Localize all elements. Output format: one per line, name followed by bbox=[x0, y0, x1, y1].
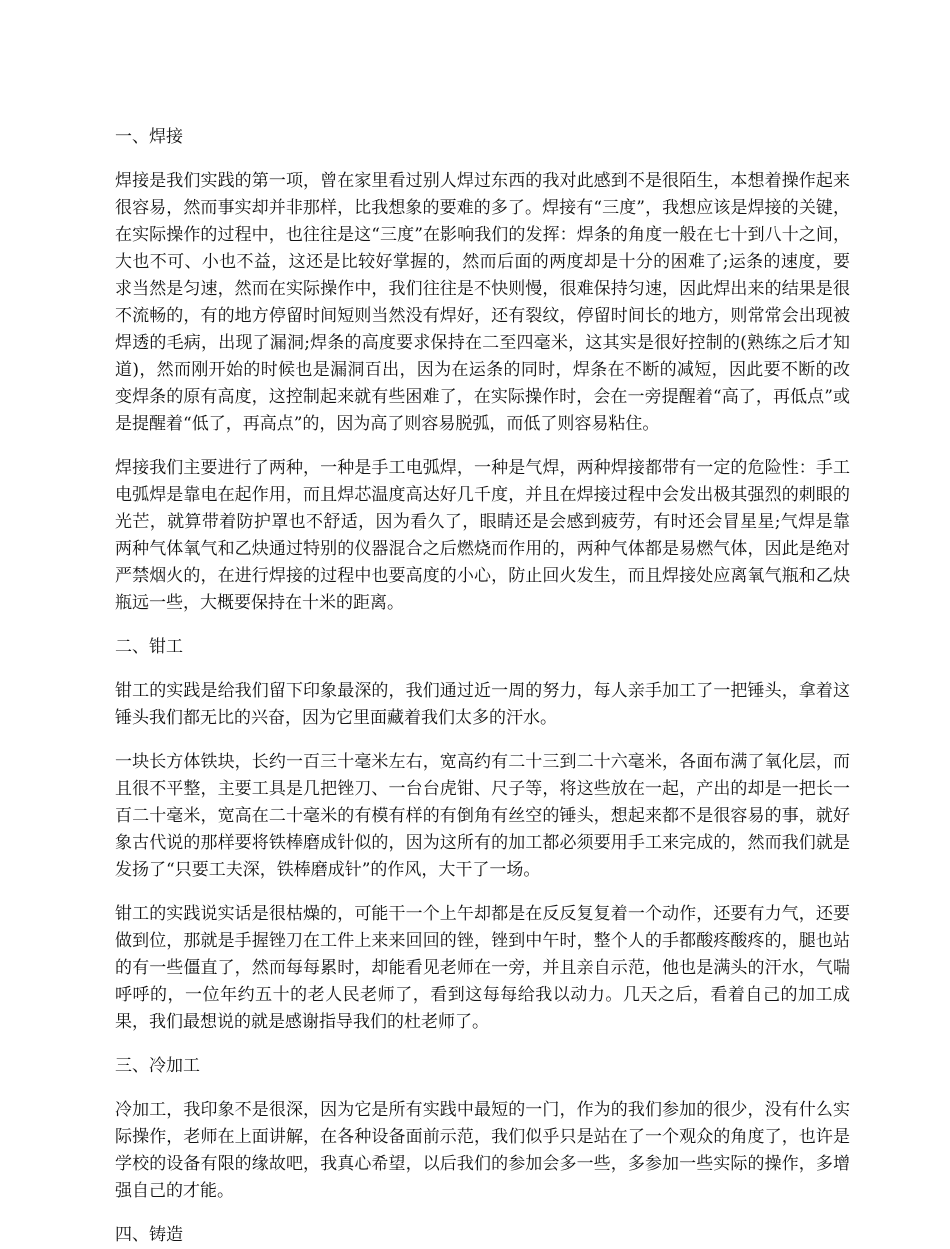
section-cold-working bbox=[115, 1053, 850, 1205]
section-heading: 一、焊接 bbox=[115, 127, 183, 147]
section-heading: 四、铸造 bbox=[115, 1225, 183, 1245]
paragraph: 钳工的实践是给我们留下印象最深的，我们通过近一周的努力，每人亲手加工了一把锤头，拿着这锤头我们都无比的兴奋，因为它里面藏着我们太多的汗水。 bbox=[115, 681, 850, 728]
section-casting bbox=[115, 1222, 850, 1249]
section-welding bbox=[115, 124, 850, 617]
paragraph: 钳工的实践说实话是很枯燥的，可能干一个上午却都是在反反复复着一个动作，还要有力气，还要做到位，那就是手握锉刀在工件上来来回回的锉，锉到中午时，整个人的手都酸疼酸疼的，腿也站的有一些僵直了，然而每每累时，却能看见老师在一旁，并且亲自示范，他也是满头的汗水，气喘呼呼的，一位年约五十的老人民老师了，看到这每每给我以动力。几天之后，看着自己的加工成果，我们最想说的就是感谢指导我们的杜老师了。 bbox=[115, 904, 850, 1032]
section-heading: 三、冷加工 bbox=[115, 1056, 200, 1076]
paragraph: 冷加工，我印象不是很深，因为它是所有实践中最短的一门，作为的我们参加的很少，没有什么实际操作，老师在上面讲解，在各种设备面前示范，我们似乎只是站在了一个观众的角度了，也许是学校的设备有限的缘故吧，我真心希望，以后我们的参加会多一些，多参加一些实际的操作，多增强自己的才能。 bbox=[115, 1100, 850, 1201]
section-fitter bbox=[115, 634, 850, 1036]
section-heading: 二、钳工 bbox=[115, 637, 183, 657]
paragraph: 焊接是我们实践的第一项，曾在家里看过别人焊过东西的我对此感到不是很陌生，本想着操作起来很容易，然而事实却并非那样，比我想象的要难的多了。焊接有“三度”，我想应该是焊接的关键，在实际操作的过程中，也往往是这“三度”在影响我们的发挥：焊条的角度一般在七十到八十之间，大也不可、小也不益，这还是比较好掌握的，然而后面的两度却是十分的困难了;运条的速度，要求当然是匀速，然而在实际操作中，我们往往是不快则慢，很难保持匀速，因此焊出来的结果是很不流畅的，有的地方停留时间短则当然没有焊好，还有裂纹，停留时间长的地方，则常常会出现被焊透的毛病，出现了漏洞;焊条的高度要求保持在二至四毫米，这其实是很好控制的(熟练之后才知道)，然而刚开始的时候也是漏洞百出，因为在运条的同时，焊条在不断的减短，因此要不断的改变焊条的原有高度，这控制起来就有些困难了，在实际操作时，会在一旁提醒着“高了，再低点”或是提醒着“低了，再高点”的，因为高了则容易脱弧，而低了则容易粘住。 bbox=[115, 171, 850, 434]
paragraph: 一块长方体铁块，长约一百三十毫米左右，宽高约有二十三到二十六毫米，各面布满了氧化层，而且很不平整，主要工具是几把锉刀、一台台虎钳、尺子等，将这些放在一起，产出的却是一把长一百二十毫米，宽高在二十毫米的有模有样的有倒角有丝空的锤头，想起来都不是很容易的事，就好象古代说的那样要将铁棒磨成针似的，因为这所有的加工都必须要用手工来完成的，然而我们就是发扬了“只要工夫深，铁棒磨成针”的作风，大干了一场。 bbox=[115, 752, 850, 880]
paragraph: 焊接我们主要进行了两种，一种是手工电弧焊，一种是气焊，两种焊接都带有一定的危险性：手工电弧焊是靠电在起作用，而且焊芯温度高达好几千度，并且在焊接过程中会发出极其强烈的刺眼的光芒，就算带着防护罩也不舒适，因为看久了，眼睛还是会感到疲劳，有时还会冒星星;气焊是靠两种气体氧气和乙炔通过特别的仪器混合之后燃烧而作用的，两种气体都是易燃气体，因此是绝对严禁烟火的，在进行焊接的过程中也要高度的小心，防止回火发生，而且焊接处应离氧气瓶和乙炔瓶远一些，大概要保持在十米的距离。 bbox=[115, 458, 850, 613]
